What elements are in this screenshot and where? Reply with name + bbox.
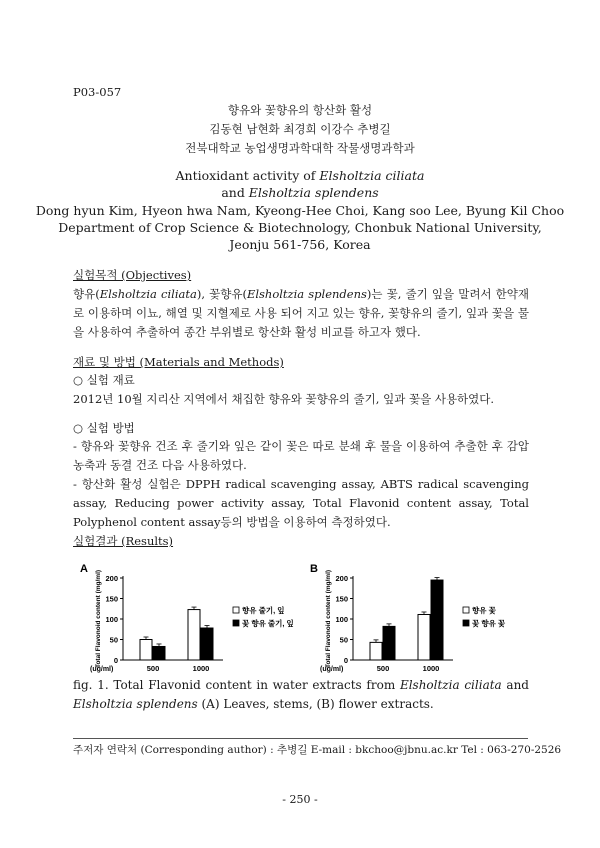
legend-label: 꽃 향유 줄기, 잎 xyxy=(242,619,294,628)
methods-sub2-text1: - 향유와 꽃향유 건조 후 줄기와 잎은 같이 꽃은 따로 분쇄 후 물을 이용하여 추출한 후 감압 농축과 동결 건조 다음 사용하였다. xyxy=(73,439,529,472)
bar xyxy=(153,646,165,660)
y-tick-label: 100 xyxy=(335,615,348,624)
caption-species-1: Elsholtzia ciliata xyxy=(399,678,502,692)
y-tick-label: 200 xyxy=(335,574,348,583)
legend-label: 꽃 향유 꽃 xyxy=(472,619,506,628)
bar xyxy=(418,614,430,660)
footnote-divider xyxy=(73,738,528,739)
bar xyxy=(370,642,382,660)
y-tick-label: 150 xyxy=(335,594,348,604)
panel-label: A xyxy=(80,563,88,575)
y-tick-label: 200 xyxy=(105,574,118,583)
x-axis-label: (ug/ml) xyxy=(320,666,344,673)
y-tick-label: 0 xyxy=(113,656,118,665)
x-tick-label: 500 xyxy=(376,664,390,673)
y-tick-label: 50 xyxy=(339,635,348,645)
y-tick-label: 50 xyxy=(109,635,118,645)
objectives-heading: 실험목적 (Objectives) xyxy=(73,268,192,282)
bar xyxy=(140,640,152,661)
results-heading: 실험결과 (Results) xyxy=(73,534,174,548)
bar xyxy=(201,628,213,660)
panel-label: B xyxy=(310,563,318,575)
objectives-species-2: Elsholtzia splendens xyxy=(246,287,367,301)
title-english-line1 xyxy=(0,168,600,183)
y-axis-title: Total Flavonoid content (mg/ml) xyxy=(95,569,102,669)
caption-species-2: Elsholtzia splendens xyxy=(73,697,198,711)
methods-sub1-heading: ○ 실험 재료 xyxy=(73,373,135,387)
x-tick-label: 500 xyxy=(146,664,160,673)
x-tick-label: 1000 xyxy=(192,664,210,673)
corresponding-author-footnote: 주저자 연락처 (Corresponding author) : 추병길 E-mail : bkchoo@jbnu.ac.kr Tel : 063-270-2526 xyxy=(73,744,562,756)
bar xyxy=(188,610,200,660)
y-axis-title: Total Flavonoid content (mg/ml) xyxy=(325,569,332,669)
x-tick-label: 1000 xyxy=(422,664,440,673)
chart-panel-b xyxy=(308,558,530,676)
affiliation-korean: 전북대학교 농업생명과학대학 작물생명과학과 xyxy=(185,141,415,155)
page-number: - 250 - xyxy=(282,793,318,806)
chart-panel-a xyxy=(78,558,298,676)
bar xyxy=(383,626,395,660)
methods-sub1-text: 2012년 10월 지리산 지역에서 채집한 향유와 꽃향유의 줄기, 잎과 꽃을 사용하였다. xyxy=(73,392,495,406)
caption-text-1: fig. 1. Total Flavonid content in water extracts from xyxy=(73,678,400,692)
bar xyxy=(431,580,443,660)
title-english-and: and xyxy=(221,185,249,200)
methods-sub2-text2: - 항산화 활성 실험은 DPPH radical scavenging assay, ABTS radical scavenging assay, Reducing power activity assay, Total Flavonid content assay, Total Polyphenol content assay등의 방법을 이용하여 측정하였다. xyxy=(73,477,529,529)
affiliation-english-2: Jeonju 561-756, Korea xyxy=(229,237,371,252)
legend-swatch xyxy=(233,620,239,626)
title-english-prefix: Antioxidant activity of xyxy=(175,168,320,183)
authors-english: Dong hyun Kim, Hyeon hwa Nam, Kyeong-Hee Choi, Kang soo Lee, Byung Kil Choo xyxy=(35,203,565,218)
authors-korean: 김동현 남현화 최경희 이강수 추병길 xyxy=(209,122,391,136)
legend-label: 향유 꽃 xyxy=(472,606,496,615)
objectives-text-2: ), 꽃향유( xyxy=(196,287,247,301)
title-species-2: Elsholtzia splendens xyxy=(248,185,379,200)
objectives-text-3: )는 꽃, 줄기 잎을 말려서 한약재로 이용하며 이뇨, 해열 및 지혈제로 사용 되어 지고 있는 향유, 꽃향유의 줄기, 잎과 꽃을 물을 사용하여 추출하여 종간 부위별로 항산화 활성 비교를 하고자 했다. xyxy=(73,287,529,339)
affiliation-english-1: Department of Crop Science & Biotechnology, Chonbuk National University, xyxy=(58,220,542,235)
abstract-code: P03-057 xyxy=(73,85,122,99)
objectives-species-1: Elsholtzia ciliata xyxy=(99,287,197,301)
objectives-text-1: 향유( xyxy=(73,287,100,301)
caption-text-2: and xyxy=(501,678,529,692)
methods-heading: 재료 및 방법 (Materials and Methods) xyxy=(73,355,284,369)
caption-text-3: (A) Leaves, stems, (B) flower extracts. xyxy=(197,697,434,711)
title-english-line2 xyxy=(0,185,600,200)
figure-caption xyxy=(73,676,529,714)
legend-swatch xyxy=(463,620,469,626)
methods-sub2-heading: ○ 실험 방법 xyxy=(73,421,135,435)
legend-label: 향유 줄기, 잎 xyxy=(242,606,285,615)
y-tick-label: 150 xyxy=(105,594,118,604)
y-tick-label: 100 xyxy=(105,615,118,624)
legend-swatch xyxy=(233,607,239,613)
legend-swatch xyxy=(463,607,469,613)
title-species-1: Elsholtzia ciliata xyxy=(319,168,425,183)
x-axis-label: (ug/ml) xyxy=(90,666,114,673)
title-korean: 향유와 꽃향유의 항산화 활성 xyxy=(227,103,373,117)
objectives-paragraph xyxy=(73,285,529,342)
y-tick-label: 0 xyxy=(343,656,348,665)
